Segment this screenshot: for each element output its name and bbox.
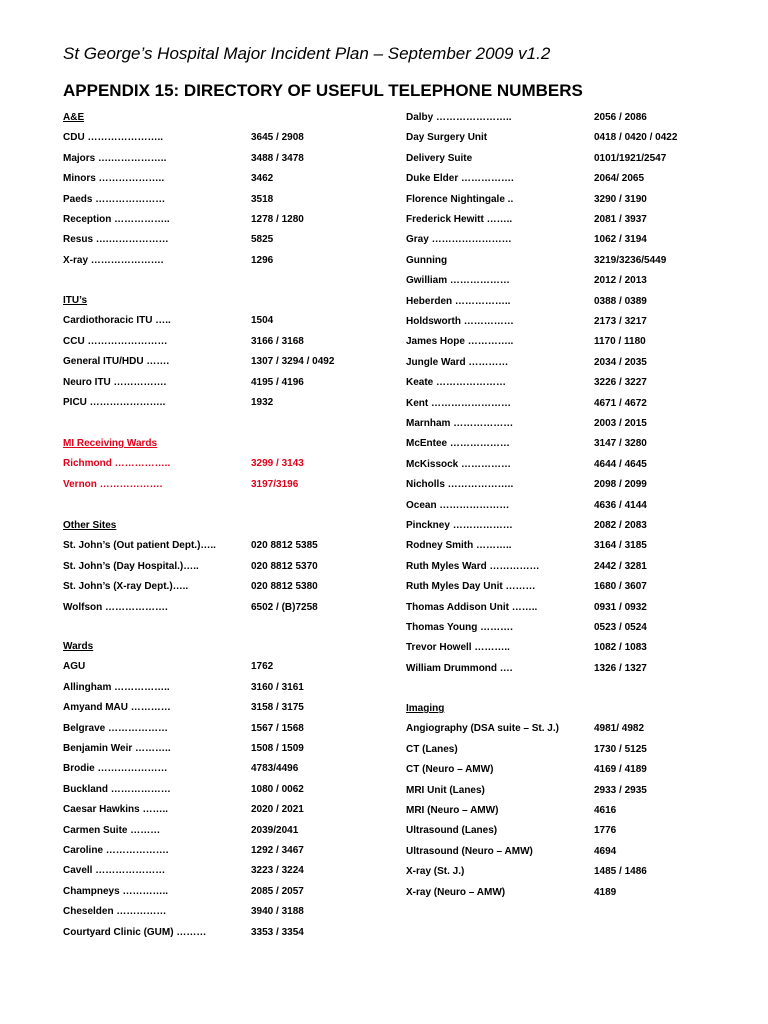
entry-phone-number: 1504 [251, 315, 274, 327]
entry-phone-number: 1082 / 1083 [594, 642, 647, 654]
entry-phone-number: 2098 / 2099 [594, 479, 647, 491]
entry-phone-number: 3290 / 3190 [594, 193, 647, 205]
entry-phone-number: 3164 / 3185 [594, 540, 647, 552]
section-heading: A&E [63, 112, 85, 123]
entry-name: Trevor Howell ……….. [406, 642, 510, 654]
entry-name: St. John’s (X-ray Dept.)….. [63, 581, 189, 593]
entry-name: Belgrave ……………… [63, 722, 169, 734]
entry-name: Paeds ………………… [63, 193, 166, 205]
entry-name: Cardiothoracic ITU ….. [63, 315, 171, 327]
entry-phone-number: 1292 / 3467 [251, 845, 304, 856]
entry-phone-number: 1508 / 1509 [251, 743, 304, 754]
entry-phone-number: 5825 [251, 234, 274, 246]
entry-name: MRI Unit (Lanes) [406, 784, 485, 796]
entry-name: Allingham …………….. [63, 681, 170, 693]
entry-name: Heberden …………….. [406, 295, 511, 307]
entry-phone-number: 1776 [594, 825, 617, 837]
entry-name: Nicholls ……………….. [406, 479, 514, 491]
entry-phone-number: 2085 / 2057 [251, 885, 304, 897]
entry-name: Ocean ………………… [406, 499, 510, 511]
entry-name: St. John’s (Out patient Dept.)….. [63, 540, 216, 552]
entry-phone-number: 1730 / 5125 [594, 743, 647, 755]
entry-name: Ultrasound (Lanes) [406, 825, 498, 837]
entry-phone-number: 2081 / 3937 [594, 214, 647, 225]
section-heading: MI Receiving Wards [63, 438, 158, 449]
entry-phone-number: 1278 / 1280 [251, 214, 304, 225]
entry-phone-number: 020 8812 5380 [251, 581, 318, 593]
entry-name: Frederick Hewitt …….. [406, 214, 513, 225]
entry-phone-number: 2082 / 2083 [594, 520, 647, 531]
entry-phone-number: 4169 / 4189 [594, 764, 647, 776]
entry-name: X-ray …………………. [63, 254, 164, 266]
entry-name: James Hope ………….. [406, 336, 514, 348]
entry-phone-number: 0101/1921/2547 [594, 152, 667, 164]
entry-name: Rodney Smith ……….. [406, 540, 512, 552]
entry-name: MRI (Neuro – AMW) [406, 805, 499, 816]
entry-name: General ITU/HDU ……. [63, 356, 170, 368]
entry-phone-number: 1296 [251, 254, 274, 266]
entry-phone-number: 3197/3196 [251, 478, 299, 490]
entry-phone-number: 2173 / 3217 [594, 316, 647, 327]
entry-phone-number: 1762 [251, 661, 274, 673]
entry-phone-number: 2012 / 2013 [594, 275, 647, 287]
entry-phone-number: 3518 [251, 193, 274, 205]
entry-name: Gunning [406, 254, 448, 266]
entry-phone-number: 4616 [594, 805, 617, 816]
entry-phone-number: 2933 / 2935 [594, 784, 647, 796]
entry-phone-number: 0523 / 0524 [594, 622, 647, 633]
entry-name: McKissock …………… [406, 458, 512, 470]
entry-name: Carmen Suite ……… [63, 824, 161, 836]
entry-phone-number: 4671 / 4672 [594, 397, 647, 409]
entry-name: Angiography (DSA suite – St. J.) [406, 723, 559, 735]
entry-phone-number: 3158 / 3175 [251, 702, 304, 714]
entry-phone-number: 020 8812 5385 [251, 540, 318, 552]
entry-phone-number: 3147 / 3280 [594, 438, 647, 450]
entry-phone-number: 2056 / 2086 [594, 112, 647, 123]
entry-name: Ultrasound (Neuro – AMW) [406, 845, 533, 857]
entry-phone-number: 3160 / 3161 [251, 681, 304, 693]
entry-phone-number: 3226 / 3227 [594, 377, 647, 389]
entry-name: AGU [63, 661, 86, 673]
entry-phone-number: 2064/ 2065 [594, 173, 645, 185]
entry-phone-number: 1567 / 1568 [251, 722, 304, 734]
entry-phone-number: 4694 [594, 845, 617, 857]
entry-name: Richmond …………….. [63, 458, 171, 470]
entry-name: CDU ………………….. [63, 132, 163, 144]
entry-name: Wolfson ………………. [63, 601, 168, 613]
entry-name: Gwilliam ……………… [406, 275, 510, 287]
entry-name: Cavell ………………… [63, 865, 166, 877]
entry-phone-number: 2442 / 3281 [594, 560, 647, 572]
entry-phone-number: 2039/2041 [251, 824, 299, 836]
entry-name: Buckland ……………… [63, 783, 171, 795]
entry-name: Majors ….…………….. [63, 152, 167, 164]
page-title: APPENDIX 15: DIRECTORY OF USEFUL TELEPHONE NUMBERS [63, 81, 583, 100]
entry-name: Keate ………………… [406, 377, 507, 389]
entry-phone-number: 6502 / (B)7258 [251, 601, 318, 613]
entry-phone-number: 1680 / 3607 [594, 581, 647, 593]
entry-phone-number: 1080 / 0062 [251, 783, 304, 795]
page-header: St George’s Hospital Major Incident Plan – September 2009 v1.2 [63, 44, 551, 63]
entry-name: Brodie ………………… [63, 763, 168, 775]
entry-name: Jungle Ward ………… [406, 356, 509, 368]
entry-phone-number: 3940 / 3188 [251, 906, 304, 918]
entry-name: Vernon ………………. [63, 478, 163, 490]
entry-name: Ruth Myles Day Unit ……… [406, 581, 536, 593]
entry-phone-number: 1932 [251, 397, 274, 408]
entry-phone-number: 3353 / 3354 [251, 926, 304, 938]
entry-name: Delivery Suite [406, 152, 473, 164]
entry-name: Reception …………….. [63, 214, 170, 225]
section-heading: Imaging [406, 703, 445, 714]
entry-name: William Drummond …. [406, 662, 513, 674]
entry-name: Benjamin Weir ……….. [63, 743, 171, 754]
entry-phone-number: 3488 / 3478 [251, 152, 304, 164]
entry-name: Courtyard Clinic (GUM) ……… [63, 926, 207, 938]
entry-phone-number: 1326 / 1327 [594, 662, 647, 674]
entry-name: CCU …………………… [63, 335, 168, 347]
entry-name: Caesar Hawkins …….. [63, 804, 169, 816]
entry-name: Dalby ………………….. [406, 112, 512, 123]
entry-phone-number: 1307 / 3294 / 0492 [251, 356, 335, 368]
entry-name: PICU ………………….. [63, 397, 166, 408]
section-heading: Other Sites [63, 520, 117, 531]
entry-name: X-ray (St. J.) [406, 866, 465, 878]
entry-name: Gray …………………… [406, 234, 512, 246]
entry-name: Amyand MAU ………… [63, 702, 171, 714]
entry-phone-number: 2020 / 2021 [251, 804, 304, 816]
entry-phone-number: 3645 / 2908 [251, 132, 304, 144]
entry-name: X-ray (Neuro – AMW) [406, 886, 506, 898]
entry-name: Kent …………………… [406, 397, 511, 409]
entry-name: St. John’s (Day Hospital.)….. [63, 560, 199, 572]
entry-name: Pinckney ……………… [406, 520, 513, 531]
section-heading: Wards [63, 641, 94, 652]
entry-phone-number: 020 8812 5370 [251, 560, 318, 572]
entry-phone-number: 1485 / 1486 [594, 866, 647, 878]
entry-phone-number: 4195 / 4196 [251, 376, 304, 388]
entry-name: Duke Elder ……………. [406, 173, 514, 185]
entry-name: Day Surgery Unit [406, 132, 488, 144]
entry-name: Minors ……………….. [63, 173, 165, 185]
entry-phone-number: 0418 / 0420 / 0422 [594, 132, 678, 144]
entry-phone-number: 3166 / 3168 [251, 335, 304, 347]
entry-phone-number: 4189 [594, 886, 617, 898]
entry-name: Resus ….……………… [63, 234, 169, 246]
entry-phone-number: 3462 [251, 173, 274, 185]
entry-phone-number: 3219/3236/5449 [594, 254, 667, 266]
entry-name: Champneys ………….. [63, 885, 169, 897]
entry-name: Ruth Myles Ward …………… [406, 560, 540, 572]
entry-phone-number: 2003 / 2015 [594, 418, 647, 429]
entry-phone-number: 4981/ 4982 [594, 723, 645, 735]
section-heading: ITU’s [63, 295, 88, 306]
entry-name: Caroline ………………. [63, 845, 169, 856]
entry-name: CT (Neuro – AMW) [406, 764, 494, 776]
entry-phone-number: 2034 / 2035 [594, 356, 647, 368]
entry-phone-number: 4783/4496 [251, 763, 299, 775]
entry-phone-number: 1062 / 3194 [594, 234, 647, 246]
entry-name: CT (Lanes) [406, 743, 458, 755]
entry-phone-number: 3223 / 3224 [251, 865, 304, 877]
entry-name: Marnham ……………… [406, 418, 514, 429]
entry-phone-number: 0931 / 0932 [594, 601, 647, 613]
entry-name: Thomas Addison Unit …….. [406, 601, 538, 613]
entry-name: Cheselden …………… [63, 906, 167, 918]
entry-phone-number: 0388 / 0389 [594, 295, 647, 307]
entry-phone-number: 4644 / 4645 [594, 458, 647, 470]
entry-name: Thomas Young ………. [406, 622, 513, 633]
entry-phone-number: 1170 / 1180 [594, 336, 646, 348]
entry-name: Holdsworth …………… [406, 316, 514, 327]
entry-phone-number: 4636 / 4144 [594, 499, 647, 511]
entry-name: Neuro ITU ……………. [63, 376, 167, 388]
entry-name: Florence Nightingale .. [406, 193, 514, 205]
entry-name: McEntee ……………… [406, 438, 510, 450]
entry-phone-number: 3299 / 3143 [251, 458, 304, 470]
